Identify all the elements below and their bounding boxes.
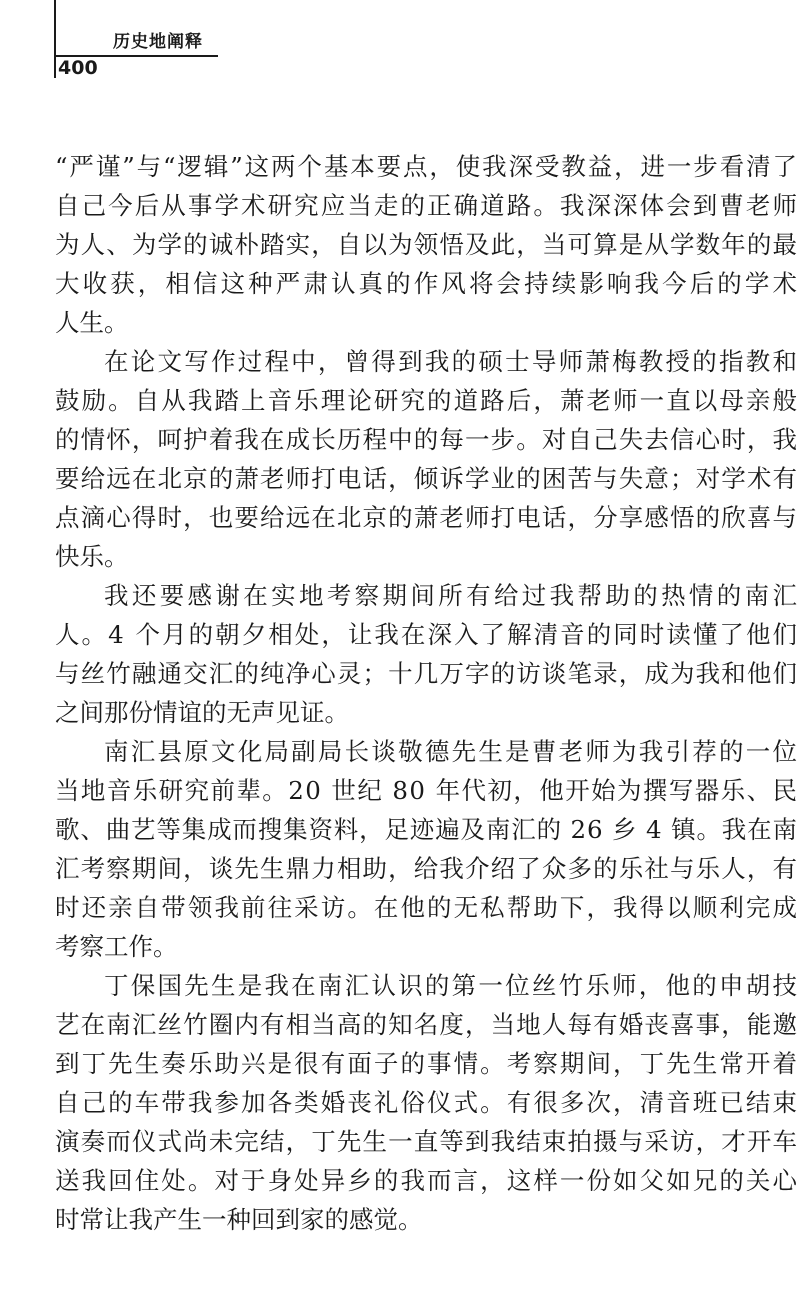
text-line: 点滴心得时，也要给远在北京的萧老师打电话，分享感悟的欣喜与 (55, 503, 799, 532)
running-title: 历史地阐释 (113, 32, 203, 52)
text-line: 丁保国先生是我在南汇认识的第一位丝竹乐师，他的申胡技 (104, 971, 800, 1000)
text-line: 考察工作。 (55, 932, 178, 961)
text-line: 当地音乐研究前辈。20 世纪 80 年代初，他开始为撰写器乐、民 (55, 776, 799, 805)
text-line: 汇考察期间，谈先生鼎力相助，给我介绍了众多的乐社与乐人，有 (55, 854, 799, 883)
text-line: 艺在南汇丝竹圈内有相当高的知名度，当地人每有婚丧喜事，能邀 (55, 1010, 799, 1039)
text-line: “严谨”与“逻辑”这两个基本要点，使我深受教益，进一步看清了 (55, 152, 799, 181)
text-line: 要给远在北京的萧老师打电话，倾诉学业的困苦与失意；对学术有 (55, 464, 799, 493)
text-line: 在论文写作过程中，曾得到我的硕士导师萧梅教授的指教和 (104, 347, 800, 376)
header-vertical-rule (54, 0, 56, 78)
text-line: 快乐。 (55, 542, 129, 571)
page-header (0, 0, 800, 80)
text-line: 人生。 (55, 308, 129, 337)
text-line: 时常让我产生一种回到家的感觉。 (55, 1205, 423, 1234)
text-line: 鼓励。自从我踏上音乐理论研究的道路后，萧老师一直以母亲般 (55, 386, 800, 415)
text-line: 大收获，相信这种严肃认真的作风将会持续影响我今后的学术 (55, 269, 800, 298)
text-line: 南汇县原文化局副局长谈敬德先生是曹老师为我引荐的一位 (104, 737, 800, 766)
page-number: 400 (58, 57, 98, 79)
text-line: 人。4 个月的朝夕相处，让我在深入了解清音的同时读懂了他们 (55, 620, 800, 649)
text-line: 的情怀，呵护着我在成长历程中的每一步。对自己失去信心时，我 (55, 425, 799, 454)
text-line: 送我回住处。对于身处异乡的我而言，这样一份如父如兄的关心 (55, 1166, 800, 1195)
text-line: 自己今后从事学术研究应当走的正确道路。我深深体会到曹老师 (55, 191, 800, 220)
text-line: 时还亲自带领我前往采访。在他的无私帮助下，我得以顺利完成 (55, 893, 800, 922)
text-line: 之间那份情谊的无声见证。 (55, 698, 349, 727)
text-line: 与丝竹融通交汇的纯净心灵；十几万字的访谈笔录，成为我和他们 (55, 659, 799, 688)
body-text (55, 147, 800, 1239)
text-line: 演奏而仪式尚未完结，丁先生一直等到我结束拍摄与采访，才开车 (55, 1127, 799, 1156)
text-line: 到丁先生奏乐助兴是很有面子的事情。考察期间，丁先生常开着 (55, 1049, 800, 1078)
text-line: 歌、曲艺等集成而搜集资料，足迹遍及南汇的 26 乡 4 镇。我在南 (55, 815, 798, 844)
text-line: 自己的车带我参加各类婚丧礼俗仪式。有很多次，清音班已结束 (55, 1088, 800, 1117)
text-line: 我还要感谢在实地考察期间所有给过我帮助的热情的南汇 (104, 581, 800, 610)
text-line: 为人、为学的诚朴踏实，自以为领悟及此，当可算是从学数年的最 (55, 230, 799, 259)
